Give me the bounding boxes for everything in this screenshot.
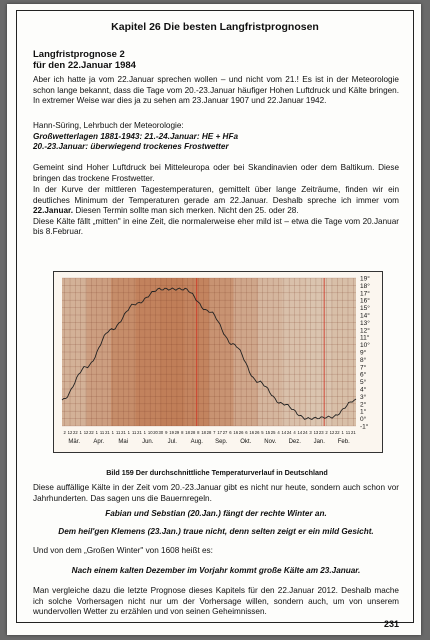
chart-x-tick-label: 26 xyxy=(238,430,244,435)
chart-x-tick-label: 4 xyxy=(293,430,296,435)
chart-x-tick-label: 8 xyxy=(197,430,200,435)
chart-x-tick-label: 17 xyxy=(217,430,223,435)
chapter-title: Kapitel 26 Die besten Langfristprognosen xyxy=(111,21,319,33)
chart-x-tick-label: 21 xyxy=(105,430,110,435)
chart-x-tick-label: 28 xyxy=(190,430,196,435)
chart-x-tick-label: 21 xyxy=(121,430,126,435)
chart-x-tick-label: 11 xyxy=(345,430,351,435)
chart-month-label: Sep. xyxy=(215,439,228,445)
chart-caption: Bild 159 Der durchschnittliche Temperaturverlauf in Deutschland xyxy=(106,468,328,477)
farmer-rule-1: Fabian und Sebstian (20.Jan.) fängt der rechte Winter an. xyxy=(105,509,327,518)
chart-y-tick-label: 16° xyxy=(360,297,370,305)
chart-x-tick-label: 18 xyxy=(185,430,190,435)
chart-x-tick-label: 2 xyxy=(325,430,328,435)
prognosis-heading-line1: Langfristprognose 2 xyxy=(33,49,125,60)
chart-x-tick-label: 4 xyxy=(277,430,280,435)
chart-x-tick-label: 12 xyxy=(329,430,335,435)
chart-x-tick-label: 27 xyxy=(222,430,228,435)
chart-y-tick-label: 0° xyxy=(360,416,367,424)
farmer-rule-3: Nach einem kalten Dezember im Vorjahr kommt große Kälte am 23.Januar. xyxy=(71,566,361,575)
chart-x-tick-label: 19 xyxy=(169,430,174,435)
chart-month-label: Mai xyxy=(118,439,129,445)
chart-y-tick-label: 1° xyxy=(360,408,367,416)
page-frame xyxy=(16,10,414,623)
chart-x-tick-label: 21 xyxy=(350,430,356,435)
chart-y-tick-label: 18° xyxy=(360,282,370,290)
chart-y-tick-label: -1° xyxy=(360,423,369,431)
chart-x-tick-label: 13 xyxy=(313,430,319,435)
chart-y-tick-label: 6° xyxy=(360,371,367,379)
source-block xyxy=(33,121,399,153)
paragraph-intro: Aber ich hatte ja vom 22.Januar sprechen wollen – und nicht vom 21.! Es ist in der Meteorologie schon lange bekannt, dass die Tage vom 20.-23.Januar häufiger Hohen Luftdruck und Kälte bringen. In extremer Weise war dies ja zu sehen am 23.Januar 1907 und 22.Januar 1942. xyxy=(33,75,399,106)
paragraph-curve-date: 22.Januar. xyxy=(33,206,74,216)
chart-y-tick-label: 3° xyxy=(360,393,367,401)
temperature-chart xyxy=(53,271,383,453)
chart-y-tick-label: 9° xyxy=(360,349,367,357)
chart-x-tick-label: 22 xyxy=(73,430,78,435)
chart-month-label: Jan. xyxy=(313,439,325,445)
chart-x-tick-label: 1 xyxy=(341,430,344,435)
chart-x-tick-label: 14 xyxy=(281,430,287,435)
chart-y-tick-label: 5° xyxy=(360,379,367,387)
chart-x-tick-label: 1 xyxy=(95,430,98,435)
chart-month-label: Feb. xyxy=(337,439,350,445)
chart-x-tick-label: 3 xyxy=(309,430,312,435)
chart-x-tick-label: 1 xyxy=(79,430,82,435)
chart-x-tick-label: 14 xyxy=(297,430,303,435)
chart-x-tick-label: 22 xyxy=(334,430,340,435)
chart-x-tick-label: 5 xyxy=(261,430,264,435)
document-page xyxy=(7,4,421,635)
chart-x-tick-label: 11 xyxy=(131,430,137,435)
chart-y-tick-label: 13° xyxy=(360,319,370,327)
quote-line-2: 20.-23.Januar: überwiegend trockenes Frostwetter xyxy=(33,142,229,152)
paragraph-great-winter: Und von dem „Großen Winter" von 1608 heißt es: xyxy=(33,546,213,555)
chart-month-label: Aug. xyxy=(190,439,203,445)
chart-x-tick-label: 20 xyxy=(153,430,158,435)
paragraph-curve xyxy=(33,185,399,238)
chart-month-label: Mär. xyxy=(68,439,81,445)
chart-x-tick-label: 28 xyxy=(206,430,212,435)
chart-x-tick-label: 11 xyxy=(99,430,105,435)
prognosis-heading-line2: für den 22.Januar 1984 xyxy=(33,60,136,71)
chart-x-tick-label: 29 xyxy=(174,430,180,435)
chart-y-tick-label: 4° xyxy=(360,386,367,394)
chart-month-label: Jul. xyxy=(167,439,177,445)
paragraph-curve-text-a: In der Kurve der mittleren Tagestemperaturen, gemittelt über lange Zeiträume, finden wir ein deutliches Minimum der Temperaturen gerade am 22.Januar. Deshalb spreche ich immer vom xyxy=(33,185,399,205)
chart-x-tick-label: 22 xyxy=(89,430,94,435)
chart-x-tick-label: 16 xyxy=(233,430,239,435)
chart-y-tick-label: 8° xyxy=(360,356,367,364)
chart-y-tick-label: 11° xyxy=(360,334,370,342)
chart-month-label: Okt. xyxy=(240,439,252,445)
chart-month-label: Jun. xyxy=(142,439,154,445)
chart-y-tick-label: 17° xyxy=(360,290,370,298)
chart-y-tick-label: 15° xyxy=(360,305,370,313)
quote-line-1: Großwetterlagen 1881-1943: 21.-24.Januar: HE + HFa xyxy=(33,131,238,141)
farmer-rule-2: Dem heil'gen Klemens (23.Jan.) traue nicht, denn selten zeigt er ein mild Gesicht. xyxy=(58,527,374,536)
chart-x-tick-label: 26 xyxy=(254,430,260,435)
chart-month-label: Dez. xyxy=(288,439,301,445)
paragraph-closing: Man vergleiche dazu die letzte Prognose dieses Kapitels für den 22.Januar 2012. Deshalb mache ich solche Vorhersagen nicht nur um der Vorhersage willen, sondern auch, um von unserem wundervollen Wetter zu erzählen und von seinen Geheimnissen. xyxy=(33,586,399,617)
prognosis-heading xyxy=(33,49,136,71)
chart-x-tick-label: 16 xyxy=(249,430,255,435)
chart-x-tick-label: 1 xyxy=(143,430,147,435)
source-reference: Hann-Süring, Lehrbuch der Meteorologie: xyxy=(33,121,184,130)
chart-x-tick-label: 24 xyxy=(302,430,308,435)
chart-x-tick-label: 25 xyxy=(270,430,276,435)
chart-x-tick-label: 24 xyxy=(286,430,292,435)
chart-y-tick-label: 10° xyxy=(360,342,370,350)
paragraph-curve-text-b: Diesen Termin sollte man sich merken. Nicht den 25. oder 28. xyxy=(73,206,299,216)
chart-x-tick-label: 8 xyxy=(181,430,184,435)
chart-x-tick-label: 23 xyxy=(318,430,324,435)
chart-x-tick-label: 30 xyxy=(158,430,164,435)
chart-x-tick-label: 7 xyxy=(213,430,216,435)
chart-y-tick-label: 2° xyxy=(360,401,367,409)
chart-x-tick-label: 6 xyxy=(229,430,232,435)
chart-x-tick-label: 12 xyxy=(67,430,73,435)
chart-x-tick-label: 21 xyxy=(137,430,142,435)
page-number: 231 xyxy=(383,619,399,629)
chart-x-tick-label: 12 xyxy=(83,430,89,435)
chart-y-tick-label: 14° xyxy=(360,312,370,320)
chart-x-tick-label: 2 xyxy=(63,430,66,435)
chart-x-tick-label: 15 xyxy=(265,430,271,435)
chart-y-tick-label: 7° xyxy=(360,364,367,372)
paragraph-curve-text-c: Diese Kälte fällt „mitten" in eine Zeit, die normalerweise eher mild ist – etwa die Tage vom 20.Januar bis 8.Februar. xyxy=(33,216,399,237)
chart-x-tick-label: 10 xyxy=(147,430,153,435)
chart-x-tick-label: 6 xyxy=(245,430,248,435)
paragraph-pressure: Gemeint sind Hoher Luftdruck bei Mitteleuropa oder bei Skandinavien oder dem Baltikum. Diese bringen das trockene Frostwetter. xyxy=(33,163,399,183)
chart-x-tick-label: 9 xyxy=(165,430,168,435)
temperature-chart-svg xyxy=(54,272,382,452)
paragraph-history: Diese auffällige Kälte in der Zeit vom 20.-23.Januar gibt es nicht nur heute, sondern auch schon vor Jahrhunderten. Das sagen uns die Bauernregeln. xyxy=(33,483,399,503)
chart-x-tick-label: 1 xyxy=(111,430,114,435)
chart-x-tick-label: 1 xyxy=(127,430,130,435)
chart-y-tick-label: 12° xyxy=(360,327,370,335)
chart-x-tick-label: 11 xyxy=(115,430,121,435)
chart-month-label: Apr. xyxy=(93,439,105,445)
chart-x-tick-label: 18 xyxy=(201,430,206,435)
chart-month-label: Nov. xyxy=(264,439,277,445)
chart-y-tick-label: 19° xyxy=(360,275,370,283)
